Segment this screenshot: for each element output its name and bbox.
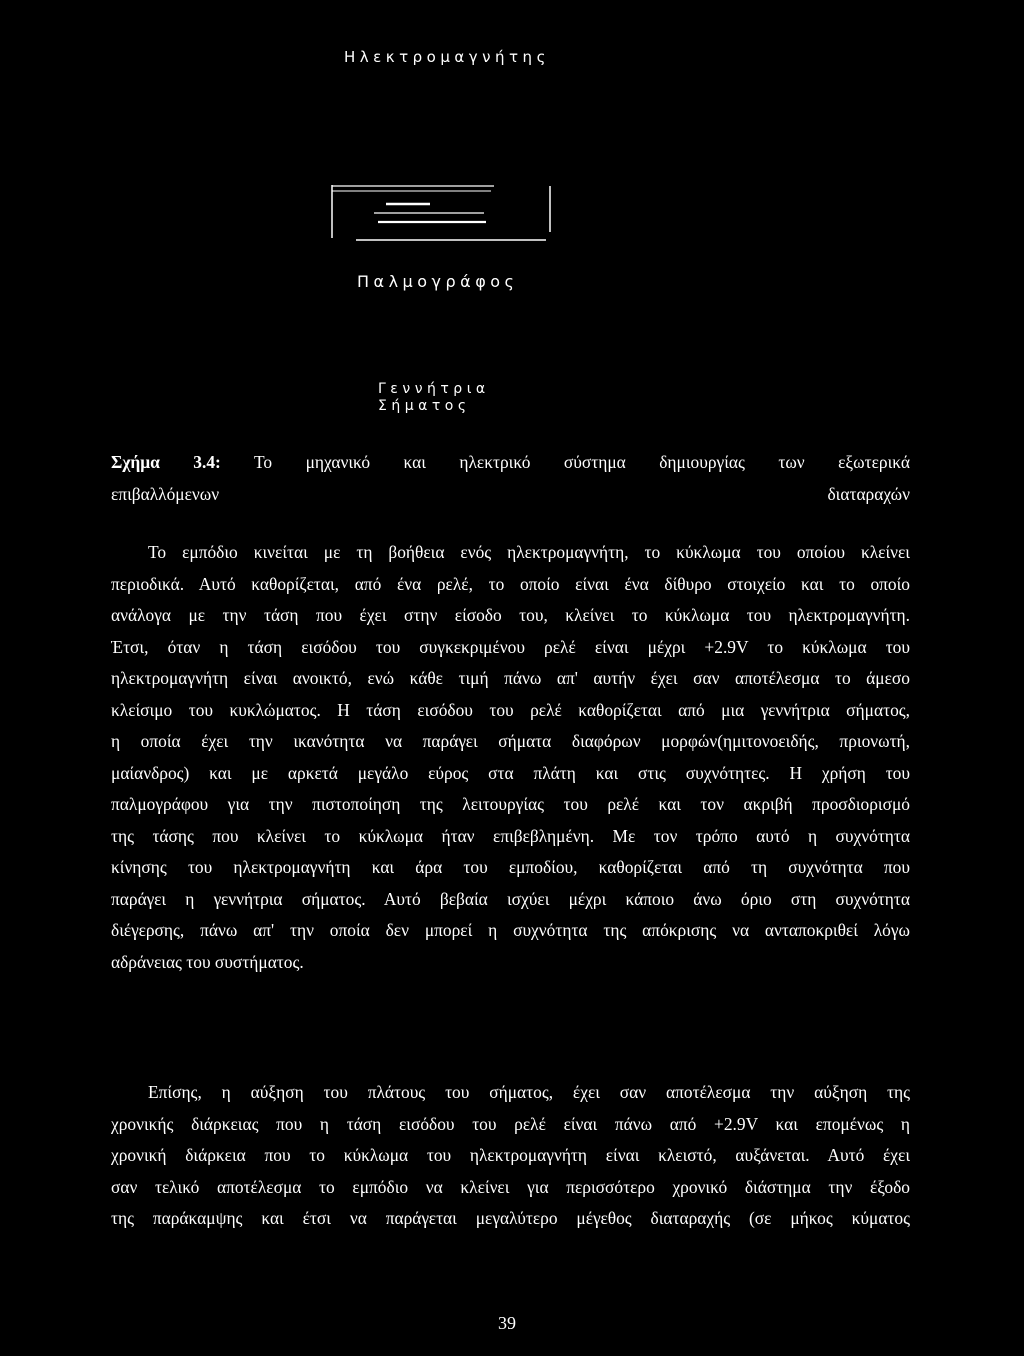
paragraph-line: κλείσιμο του κυκλώματος. Η τάση εισόδου του ρελέ καθορίζεται από μια γεννήτρια σήματος,	[111, 699, 910, 720]
paragraph-line: κίνησης του ηλεκτρομαγνήτη και άρα του εμποδίου, καθορίζεται από τη συχνότητα που	[111, 857, 910, 877]
paragraph-line: της τάσης που κλείνει το κύκλωμα ήταν επιβεβλημένη. Με τον τρόπο αυτό η συχνότητα	[111, 825, 910, 846]
signal-generator-label-line2: Σήματος	[378, 398, 471, 414]
paragraph-line: ηλεκτρομαγνήτη είναι ανοικτό, ενώ κάθε τιμή πάνω απ' αυτήν έχει σαν αποτέλεσμα το άμεσο	[111, 668, 910, 688]
page-number: 39	[498, 1313, 516, 1333]
figure-reference: Σχήμα 3.4:	[111, 452, 221, 472]
oscilloscope-label: Παλμογράφος	[357, 272, 519, 291]
paragraph-line: σαν τελικό αποτέλεσμα το εμπόδιο να κλείνει για περισσότερο χρονικό διάστημα την έξοδο	[111, 1176, 910, 1197]
paragraph-line: χρονική διάρκεια που το κύκλωμα του ηλεκτρομαγνήτη είναι κλειστό, αυξάνεται. Αυτό έχει	[111, 1145, 910, 1165]
caption-text-line-1: Το μηχανικό και ηλεκτρικό σύστημα δημιουργίας των εξωτερικά	[254, 452, 910, 472]
paragraph-line: παλμογράφου για την πιστοποίηση της λειτουργίας του ρελέ και τον ακριβή προσδιορισμό	[111, 794, 910, 814]
paragraph-line: διέγερσης, πάνω απ' την οποία δεν μπορεί η συχνότητα της απόκρισης να ανταποκριθεί λόγω	[111, 920, 910, 940]
paragraph-1	[111, 537, 910, 978]
paragraph-line: Επίσης, η αύξηση του πλάτους του σήματος, έχει σαν αποτέλεσμα την αύξηση της	[148, 1082, 910, 1102]
paragraph-line: μαίανδρος) και με αρκετά μεγάλο εύρος στα πλάτη και στις συχνότητες. Η χρήση του	[111, 762, 910, 783]
paragraph-2	[111, 1077, 910, 1235]
caption-line-1	[111, 447, 910, 479]
paragraph-line: Έτσι, όταν η τάση εισόδου του συγκεκριμένου ρελέ είναι μέχρι +2.9V το κύκλωμα του	[111, 636, 910, 657]
paragraph-line: αδράνειας του συστήματος.	[111, 951, 304, 972]
paragraph-line: της παράκαμψης και έτσι να παράγεται μεγαλύτερο μέγεθος διαταραχής (σε μήκος κύματος	[111, 1208, 910, 1228]
paragraph-line: περιοδικά. Αυτό καθορίζεται, από ένα ρελέ, το οποίο είναι ένα δίθυρο στοιχείο και το οποίο	[111, 573, 910, 594]
oscilloscope-illustration	[326, 184, 556, 246]
paragraph-line: ανάλογα με την τάση που έχει στην είσοδο του, κλείνει το κύκλωμα του ηλεκτρομαγνήτη.	[111, 605, 910, 625]
figure-caption	[111, 447, 910, 510]
electromagnet-label: Ηλεκτρομαγνήτης	[344, 48, 550, 66]
signal-generator-label-line1: Γεννήτρια	[378, 381, 490, 397]
paragraph-line: Το εμπόδιο κινείται με τη βοήθεια ενός ηλεκτρομαγνήτη, το κύκλωμα του οποίου κλείνει	[148, 542, 910, 562]
paragraph-line: παράγει η γεννήτρια σήματος. Αυτό βεβαία ισχύει μέχρι κάποιο άνω όριο στη συχνότητα	[111, 888, 910, 909]
caption-line-2: επιβαλλόμενων διαταραχών	[111, 483, 910, 504]
paragraph-line: η οποία έχει την ικανότητα να παράγει σήματα διαφόρων μορφών(ημιτονοειδής, πριονωτή,	[111, 731, 910, 751]
paragraph-line: χρονικής διάρκειας που η τάση εισόδου του ρελέ είναι πάνω από +2.9V και επομένως η	[111, 1113, 910, 1134]
